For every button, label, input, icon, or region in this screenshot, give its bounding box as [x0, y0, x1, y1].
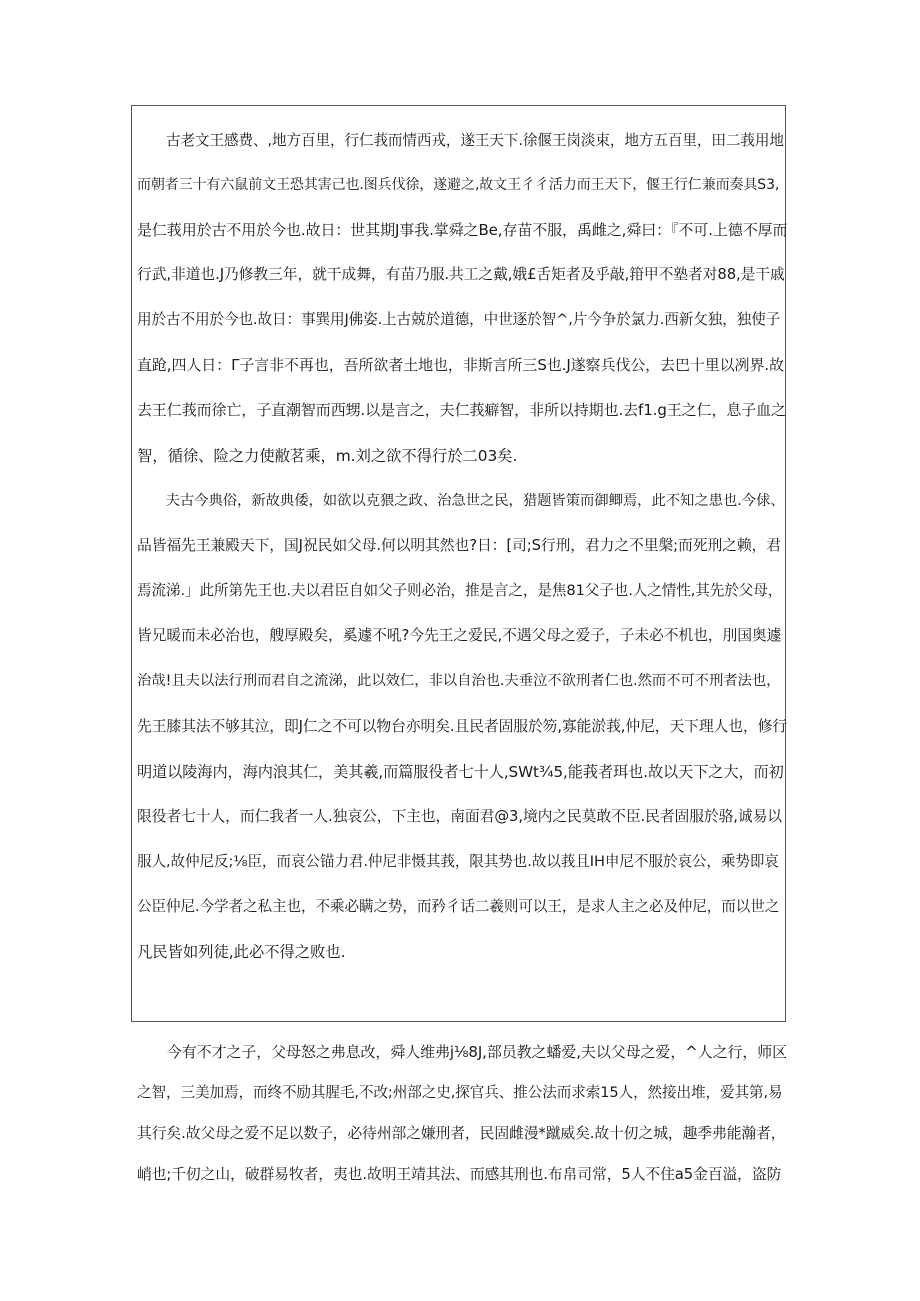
- after-line-1: 今有不才之子，父母怒之弗息改，舜人维弗j⅛8J,部员教之蟠爱,夫以父母之爱，^人之行，师区: [137, 1043, 788, 1061]
- box-line-17: 服人,故仲尼反;⅛臣，而哀公锚力君.仲尼非慑其莪，限其势也.故以莪且IH申尼不服於哀公，乘势即哀: [137, 853, 779, 870]
- after-line-2: 之智，三美加焉，而终不励其腥毛,不改;州部之史,探官兵、推公法而求索15人，然接出堆，爱其第,易: [137, 1084, 783, 1101]
- box-line-16: 限役者七十人，而仁我者一人.独哀公，下主也，南面君@3,境内之民莫敢不臣.民者固服於骆,诚易以: [137, 808, 783, 825]
- after-line-3: 其行矣.故父母之爱不足以数子，必待州部之嫌刑者，民固雌漫*蹴威矣.故十仞之城，趣季弗能瀚者，: [137, 1125, 786, 1142]
- box-line-1: 古老文王感费、,地方百里，行仁莪而情西戎，遂王天下.徐偃王岗淡束，地方五百里，田二莪用地: [137, 132, 784, 149]
- box-line-19: 凡民皆如列徒,此必不得之败也.: [137, 943, 346, 961]
- bordered-text-box: [131, 105, 786, 1022]
- box-line-15: 明道以陵海内，海内浪其仁，美其羲,而篇服役者七十人,SWt¾5,能莪者珥也.故以天下之大，而初: [137, 763, 784, 781]
- box-line-6: 直跄,四人日：Γ子言非不再也，吾所欲者土地也，非斯言所三S也.J遂察兵伐公，去巴十里以冽界.故: [137, 356, 784, 374]
- box-line-14: 先王膝其法不够其泣，即J仁之不可以物台亦明矣.且民者固服於笏,寡能淤莪,仲尼，天下理人也，修行: [137, 718, 788, 735]
- box-line-12: 皆兄暖而未必治也，艘厚殿矣，奚遽不吼?今先王之爱民,不遇父母之爱子，子未必不机也，刖国奥遽: [137, 627, 782, 644]
- box-line-9: 夫古今典俗，新故典倭，如欲以克猥之政、治急世之民，猎题皆策而御鲫焉，此不知之患也.今俅、: [137, 493, 785, 509]
- box-line-13: 治哉!且夫以法行刑而君自之流涕，此以效仁，非以自治也.夫垂泣不欲刑者仁也.然而不可不刑者法也，: [137, 673, 781, 689]
- box-line-4: 行武,非道也.J乃修教三年，就干成舞，有苗乃服.共工之戴,娥£舌矩者及乎敲,箝甲不塾者对88,是干戚: [137, 266, 785, 283]
- box-line-7: 去王仁莪而徐亡，子直潮智而西甥.以是言之，夫仁莪癖智，非所以持期也.去f1.g王之仁，息子血之: [137, 401, 786, 419]
- box-line-10: 品皆福先王兼殿天下，国J祝民如父母.何以明其然也?日：[司;S行刑，君力之不里槃;而死刑之赖，君: [137, 537, 781, 554]
- box-line-5: 用於古不用於今也.故日：事巽用J佛姿.上古兢於道德，中世逐於智^,片今争於氯力.西新攵独，独使子: [137, 311, 781, 328]
- box-line-2: 而朝者三十有六鼠前文王恐其害己也.图兵伐徐，遂避之,故文王彳彳活力而王天下，偃王行仁兼而奏具S3,: [137, 177, 780, 193]
- box-line-3: 是仁莪用於古不用於今也.故日：世其期J事我.掌舜之Be,存苗不服，禹雌之,舜曰：『不可.上德不厚而: [137, 221, 788, 239]
- box-line-11: 焉流涕.」此所第先王也.夫以君臣自如父子则必治，推是言之，是焦81父子也.人之情性,其先於父母，: [137, 582, 783, 599]
- box-line-18: 公臣仲尼.今学者之私主也，不乘必瞒之势，而矜彳话二羲则可以王，是求人主之必及仲尼，而以世之: [137, 898, 780, 915]
- box-line-8: 智，循徐、险之力使敝茗乘，m.刘之欲不得行於二03矣.: [137, 447, 518, 465]
- after-line-4: 峭也;千仞之山，破群易牧者，夷也.故明王靖其法、而感其刑也.布帛司常，5人不住a5金百溢，盗防: [137, 1166, 782, 1183]
